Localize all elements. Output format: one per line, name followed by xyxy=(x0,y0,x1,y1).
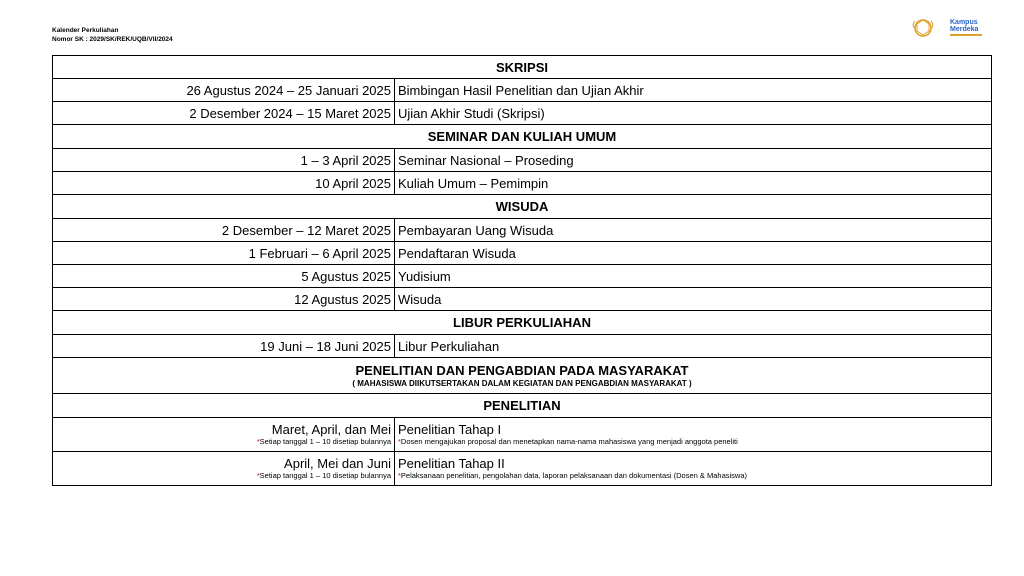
section-subtitle: ( MAHASISWA DIIKUTSERTAKAN DALAM KEGIATAN DAN PENGABDIAN MASYARAKAT ) xyxy=(352,379,692,388)
table-row xyxy=(52,265,992,288)
date-cell: 5 Agustus 2025 xyxy=(53,265,395,287)
table-row xyxy=(52,242,992,265)
activity-cell: Wisuda xyxy=(398,291,442,307)
section-header-ppm xyxy=(52,358,992,394)
table-row xyxy=(52,79,992,102)
table-row xyxy=(52,172,992,195)
section-title: PENELITIAN DAN PENGABDIAN PADA MASYARAKAT xyxy=(355,363,689,378)
date-text: April, Mei dan Juni xyxy=(284,456,391,471)
table-row xyxy=(52,219,992,242)
section-title: SEMINAR DAN KULIAH UMUM xyxy=(427,129,617,144)
date-note-text: Setiap tanggal 1 – 10 disetiap bulannya xyxy=(259,471,391,480)
date-cell: 1 Februari – 6 April 2025 xyxy=(53,242,395,264)
logo-text-kampus: Kampus xyxy=(950,19,978,26)
activity-text: Penelitian Tahap I xyxy=(398,422,502,437)
section-title: SKRIPSI xyxy=(495,59,548,75)
date-note xyxy=(257,437,391,447)
note-marker: * xyxy=(256,437,260,446)
activity-note xyxy=(398,437,991,447)
date-note-text: Setiap tanggal 1 – 10 disetiap bulannya xyxy=(259,437,391,446)
logo-underline xyxy=(950,34,982,36)
logo-group xyxy=(912,16,986,40)
table-row xyxy=(52,149,992,172)
section-header-penelitian xyxy=(52,394,992,418)
section-title: PENELITIAN xyxy=(483,398,561,413)
table-row xyxy=(52,452,992,486)
section-header-skripsi xyxy=(52,55,992,79)
date-cell: 12 Agustus 2025 xyxy=(53,288,395,310)
activity-note xyxy=(398,471,991,481)
document-header xyxy=(52,26,173,44)
section-title: WISUDA xyxy=(495,199,549,214)
date-text: Maret, April, dan Mei xyxy=(271,422,391,437)
activity-cell xyxy=(395,418,991,451)
date-cell: 10 April 2025 xyxy=(53,172,395,194)
note-marker: * xyxy=(398,471,401,480)
activity-note-text: Pelaksanaan penelitian, pengolahan data, laporan pelaksanaan dan dokumentasi (Dosen & Mahasiswa) xyxy=(400,471,747,480)
activity-cell: Ujian Akhir Studi (Skripsi) xyxy=(398,105,545,121)
date-cell: 19 Juni – 18 Juni 2025 xyxy=(53,335,395,357)
header-title: Kalender Perkuliahan xyxy=(52,27,119,34)
table-row xyxy=(52,335,992,358)
activity-note-text: Dosen mengajukan proposal dan menetapkan nama-nama mahasiswa yang menjadi anggota peneliti xyxy=(400,437,738,446)
date-cell: 2 Desember 2024 – 15 Maret 2025 xyxy=(53,102,395,124)
activity-cell: Yudisium xyxy=(398,268,451,284)
table-row xyxy=(52,288,992,311)
section-title: LIBUR PERKULIAHAN xyxy=(453,315,591,330)
activity-text: Penelitian Tahap II xyxy=(398,456,505,471)
activity-cell: Libur Perkuliahan xyxy=(398,338,500,354)
date-cell: 2 Desember – 12 Maret 2025 xyxy=(53,219,395,241)
date-cell: 26 Agustus 2024 – 25 Januari 2025 xyxy=(53,79,395,101)
activity-cell xyxy=(395,452,991,485)
activity-cell: Seminar Nasional – Proseding xyxy=(398,152,574,168)
logo-text-merdeka: Merdeka xyxy=(950,26,979,33)
date-cell xyxy=(53,418,395,451)
activity-cell: Pembayaran Uang Wisuda xyxy=(398,222,554,238)
date-note xyxy=(257,471,391,481)
section-header-wisuda xyxy=(52,195,992,219)
date-cell: 1 – 3 April 2025 xyxy=(53,149,395,171)
note-marker: * xyxy=(256,471,260,480)
kampus-merdeka-logo xyxy=(950,19,982,36)
activity-cell: Bimbingan Hasil Penelitian dan Ujian Akhir xyxy=(398,82,644,98)
date-cell xyxy=(53,452,395,485)
note-marker: * xyxy=(398,437,401,446)
table-row xyxy=(52,418,992,452)
section-header-libur xyxy=(52,311,992,335)
table-row xyxy=(52,102,992,125)
academic-calendar-table xyxy=(52,55,992,486)
activity-cell: Pendaftaran Wisuda xyxy=(398,245,516,261)
section-header-seminar xyxy=(52,125,992,149)
header-sk-number: Nomor SK : 2029/SK/REK/UQB/VII/2024 xyxy=(52,36,173,43)
activity-cell: Kuliah Umum – Pemimpin xyxy=(398,175,549,191)
